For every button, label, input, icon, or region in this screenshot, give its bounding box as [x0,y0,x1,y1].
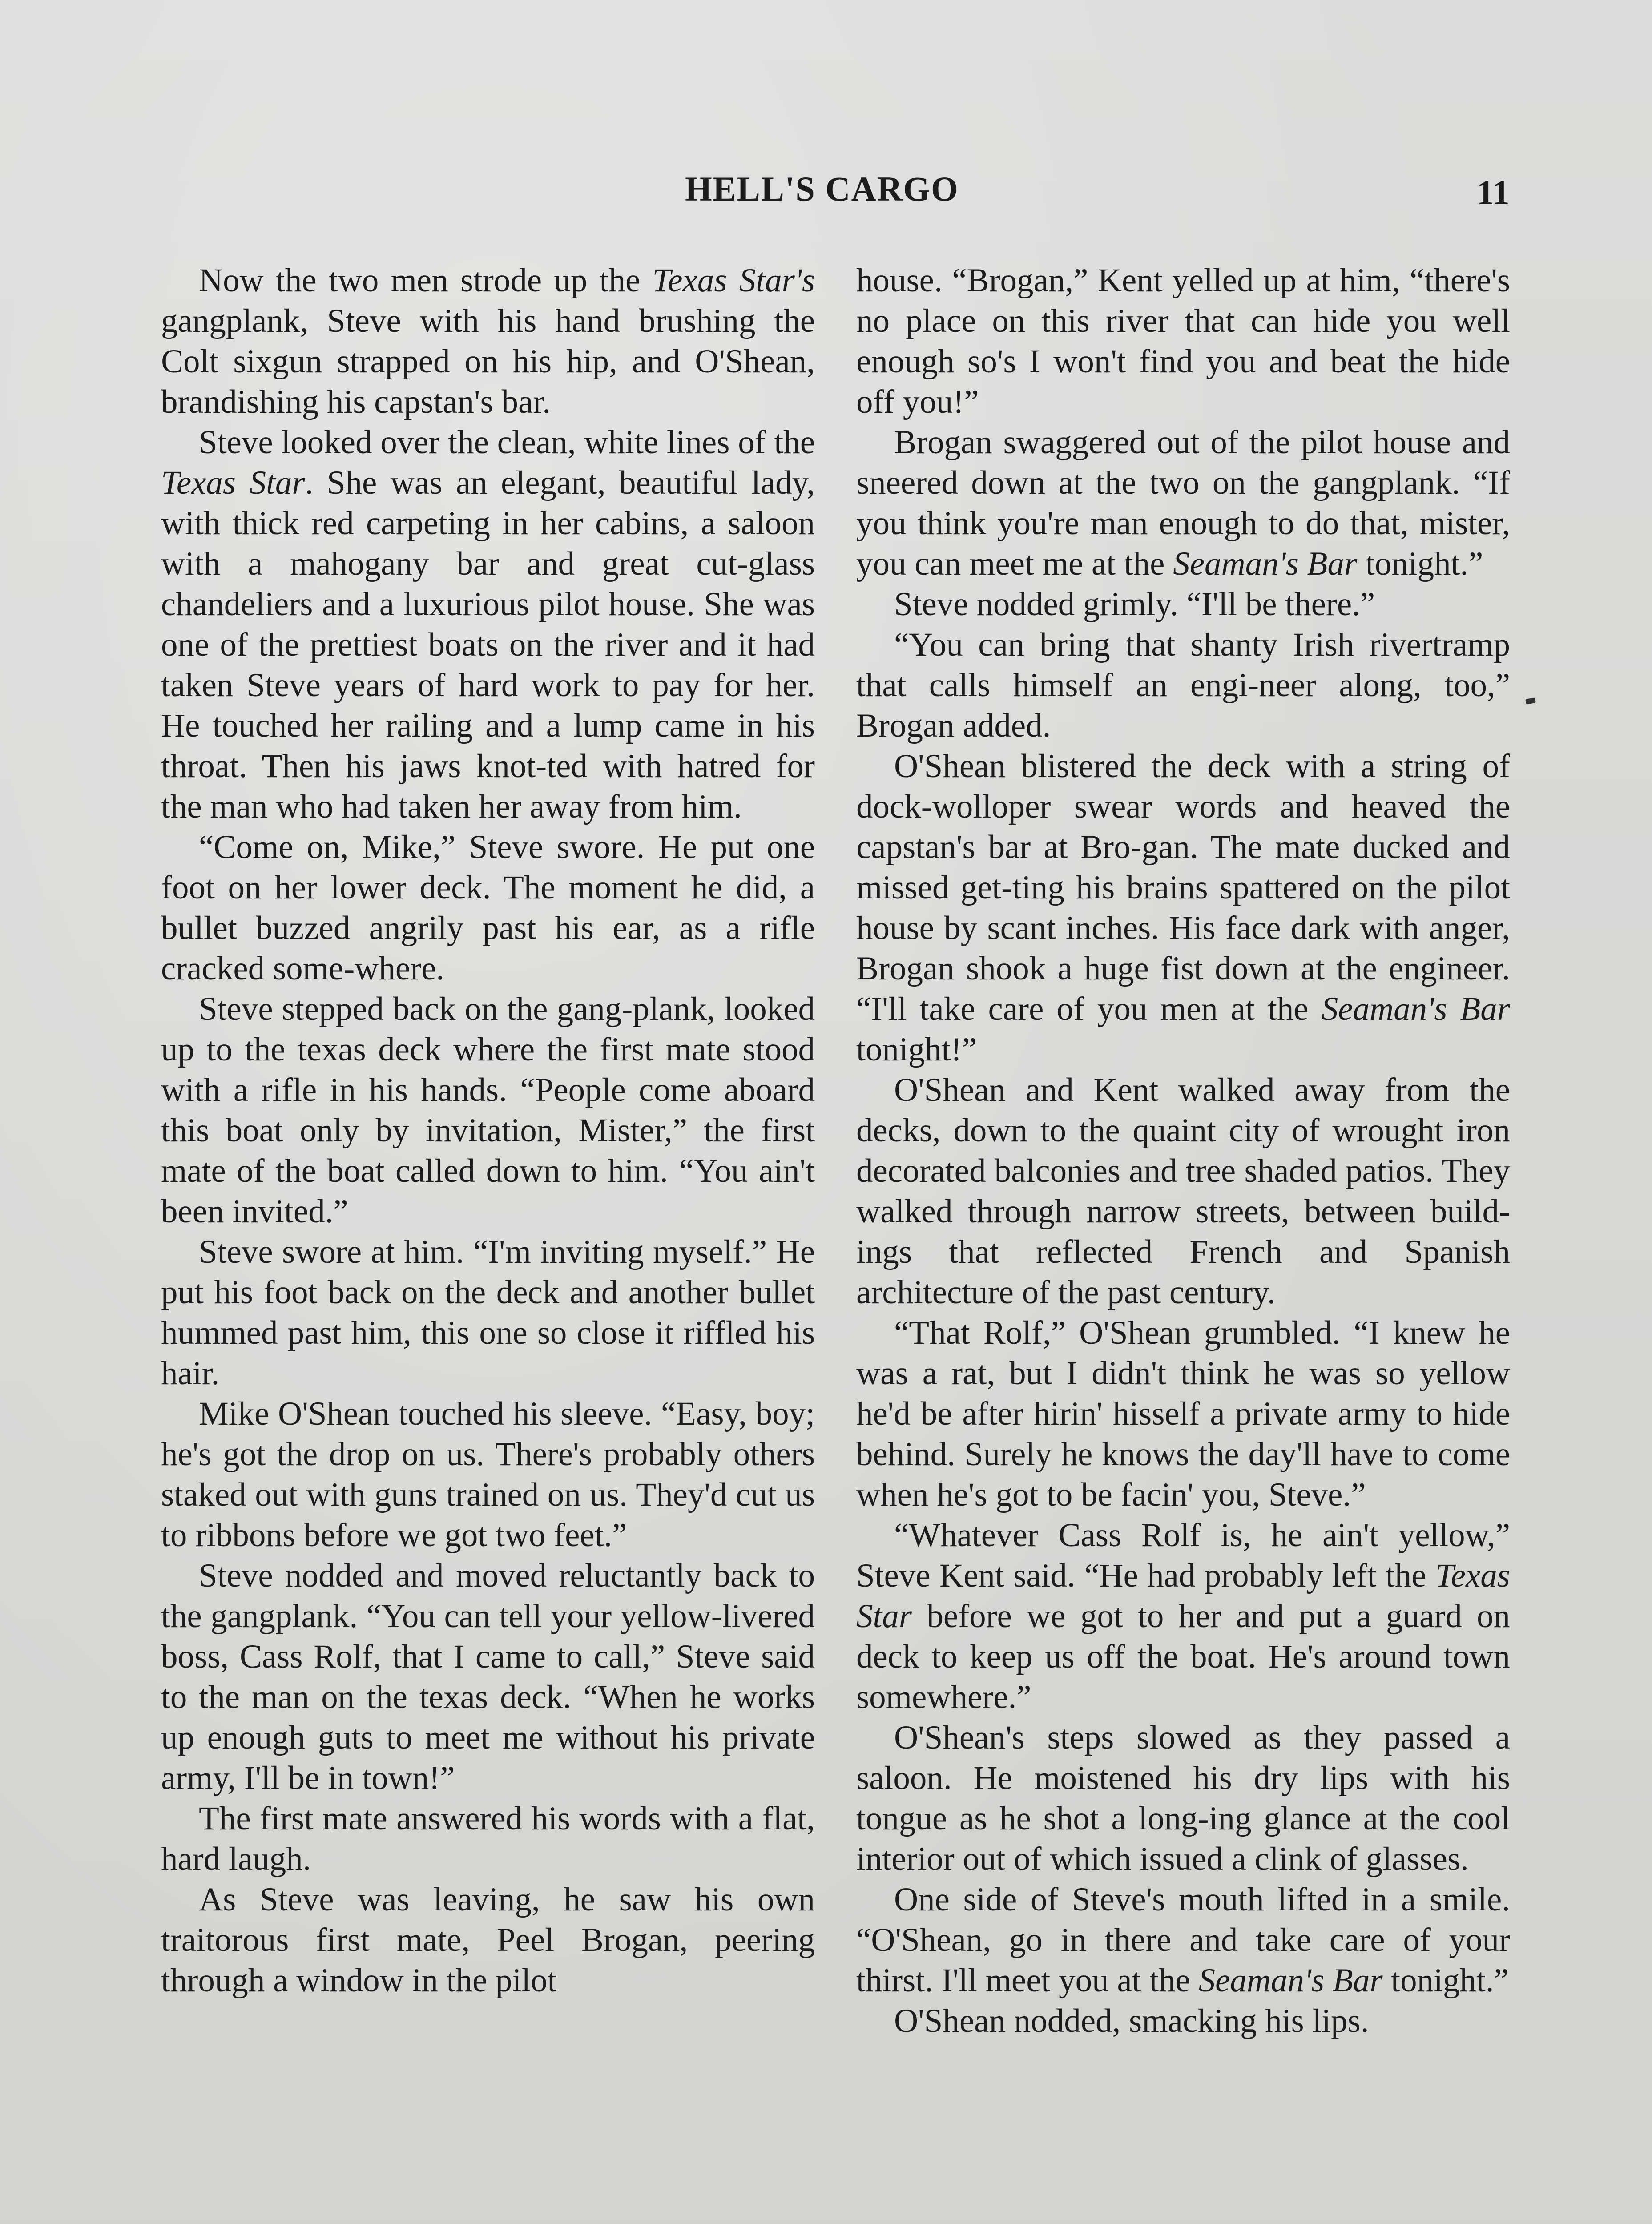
paragraph: Steve stepped back on the gang-plank, looked up to the texas deck where the first mate stood with a rifle in his hands. “People come aboard this boat only by invitation, Mister,” the first mate of the boat called down to him. “You ain't been invited.” [161,991,815,1230]
paragraph: Now the two men strode up the Texas Star's gangplank, Steve with his hand brushing the Colt sixgun strapped on his hip, and O'Shean, brandishing his capstan's bar. [161,262,815,420]
ink-mark [1525,697,1536,705]
left-text-column [161,260,815,2001]
paragraph: One side of Steve's mouth lifted in a smile. “O'Shean, go in there and take care of your thirst. I'll meet you at the Seaman's Bar tonight.” [856,1881,1510,1999]
running-header-title: HELL'S CARGO [685,169,959,208]
paragraph: O'Shean and Kent walked away from the decks, down to the quaint city of wrought iron decorated balconies and tree shaded patios. They walked through narrow streets, between build-ings that reflected French and Spanish architecture of the past century. [856,1072,1510,1311]
paragraph: “Come on, Mike,” Steve swore. He put one foot on her lower deck. The moment he did, a bullet buzzed angrily past his ear, as a rifle cracked some-where. [161,829,815,987]
paragraph: O'Shean's steps slowed as they passed a saloon. He moistened his dry lips with his tongue as he shot a long-ing glance at the cool interior out of which issued a clink of glasses. [856,1719,1510,1878]
paragraph: “Whatever Cass Rolf is, he ain't yellow,” Steve Kent said. “He had probably left the Texas Star before we got to her and put a guard on deck to keep us off the boat. He's around town somewhere.” [856,1517,1510,1716]
right-text-column [856,260,1510,2041]
paragraph: O'Shean blistered the deck with a string of dock-wolloper swear words and heaved the capstan's bar at Bro-gan. The mate ducked and missed get-ting his brains spattered on the pilot house by scant inches. His face dark with anger, Brogan shook a huge fist down at the engineer. “I'll take care of you men at the Seaman's Bar tonight!” [856,748,1510,1068]
paragraph: O'Shean nodded, smacking his lips. [894,2002,1369,2039]
paragraph: “You can bring that shanty Irish rivertramp that calls himself an engi-neer along, too,” Brogan added. [856,626,1510,744]
paragraph: Mike O'Shean touched his sleeve. “Easy, boy; he's got the drop on us. There's probably others staked out with guns trained on us. They'd cut us to ribbons before we got two feet.” [161,1395,815,1554]
paragraph: Steve nodded and moved reluctantly back to the gangplank. “You can tell your yellow-livered boss, Cass Rolf, that I came to call,” Steve said to the man on the texas deck. “When he works up enough guts to meet me without his private army, I'll be in town!” [161,1557,815,1797]
page-number: 11 [1477,173,1510,212]
paragraph: As Steve was leaving, he saw his own traitorous first mate, Peel Brogan, peering through a window in the pilot [161,1881,815,1999]
paragraph: Steve swore at him. “I'm inviting myself.” He put his foot back on the deck and another bullet hummed past him, this one so close it riffled his hair. [161,1233,815,1392]
paragraph: “That Rolf,” O'Shean grumbled. “I knew he was a rat, but I didn't think he was so yellow he'd be after hirin' hisself a private army to hide behind. Surely he knows the day'll have to come when he's got to be facin' you, Steve.” [856,1314,1510,1513]
paragraph: Brogan swaggered out of the pilot house and sneered down at the two on the gangplank. “If you think you're man enough to do that, mister, you can meet me at the Seaman's Bar tonight.” [856,424,1510,582]
paragraph: The first mate answered his words with a flat, hard laugh. [161,1800,815,1878]
paragraph: Steve nodded grimly. “I'll be there.” [894,586,1375,623]
paragraph: house. “Brogan,” Kent yelled up at him, “there's no place on this river that can hide you well enough so's I won't find you and beat the hide off you!” [856,262,1510,420]
paragraph: Steve looked over the clean, white lines of the Texas Star. She was an elegant, beautiful lady, with thick red carpeting in her cabins, a saloon with a mahogany bar and great cut-glass chandeliers and a luxurious pilot house. She was one of the prettiest boats on the river and it had taken Steve years of hard work to pay for her. He touched her railing and a lump came in his throat. Then his jaws knot-ted with hatred for the man who had taken her away from him. [161,424,815,825]
